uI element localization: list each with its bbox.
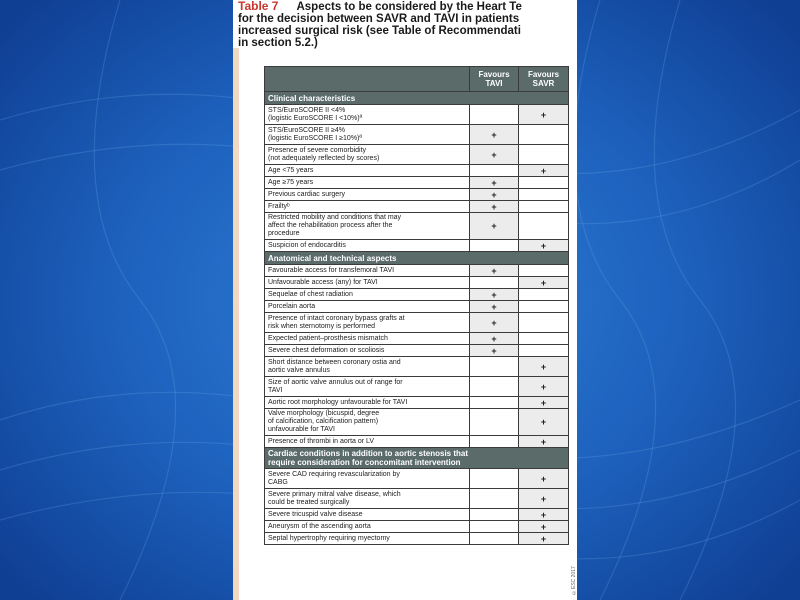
row-savr-mark: + — [519, 105, 569, 125]
row-label: Aneurysm of the ascending aorta — [265, 521, 470, 533]
row-savr-mark — [519, 345, 569, 357]
table-row — [265, 213, 569, 240]
row-savr-mark — [519, 125, 569, 145]
table-row — [265, 177, 569, 189]
row-tavi-mark — [470, 436, 519, 448]
row-label: Aortic root morphology unfavourable for TAVI — [265, 397, 470, 409]
table-row — [265, 469, 569, 489]
heading-line-4: in section 5.2.) — [238, 37, 318, 49]
row-tavi-mark — [470, 277, 519, 289]
row-label: Unfavourable access (any) for TAVI — [265, 277, 470, 289]
row-label: Restricted mobility and conditions that may affect the rehabilitation process after the procedure — [265, 213, 470, 240]
row-label: STS/EuroSCORE II ≥4% (logistic EuroSCORE I ≥10%)ª — [265, 125, 470, 145]
table-row — [265, 521, 569, 533]
row-tavi-mark: + — [470, 289, 519, 301]
row-label: Porcelain aorta — [265, 301, 470, 313]
row-label: Sequelae of chest radiation — [265, 289, 470, 301]
row-savr-mark: + — [519, 469, 569, 489]
row-label: Severe tricuspid valve disease — [265, 509, 470, 521]
table-row — [265, 105, 569, 125]
row-tavi-mark: + — [470, 177, 519, 189]
row-label: Presence of thrombi in aorta or LV — [265, 436, 470, 448]
row-savr-mark: + — [519, 436, 569, 448]
row-savr-mark — [519, 189, 569, 201]
section-title: Cardiac conditions in addition to aortic stenosis that require consideration for concomitant intervention — [265, 448, 569, 469]
row-tavi-mark — [470, 509, 519, 521]
row-tavi-mark: + — [470, 333, 519, 345]
row-savr-mark: + — [519, 533, 569, 545]
table-row — [265, 377, 569, 397]
row-label: Expected patient–prosthesis mismatch — [265, 333, 470, 345]
section-title: Anatomical and technical aspects — [265, 252, 569, 265]
table-row — [265, 301, 569, 313]
row-savr-mark — [519, 289, 569, 301]
row-tavi-mark — [470, 397, 519, 409]
table-row — [265, 533, 569, 545]
table-row — [265, 489, 569, 509]
table-row — [265, 313, 569, 333]
row-savr-mark — [519, 145, 569, 165]
row-tavi-mark — [470, 165, 519, 177]
table-row — [265, 277, 569, 289]
row-tavi-mark: + — [470, 201, 519, 213]
heading-line-1 — [238, 0, 577, 13]
table-row — [265, 357, 569, 377]
row-tavi-mark — [470, 240, 519, 252]
row-tavi-mark — [470, 533, 519, 545]
row-tavi-mark — [470, 409, 519, 436]
row-savr-mark: + — [519, 240, 569, 252]
row-tavi-mark — [470, 105, 519, 125]
section-row — [265, 92, 569, 105]
row-savr-mark — [519, 177, 569, 189]
table-row — [265, 265, 569, 277]
row-savr-mark — [519, 213, 569, 240]
table-row — [265, 333, 569, 345]
row-savr-mark: + — [519, 397, 569, 409]
row-label: Severe primary mitral valve disease, which could be treated surgically — [265, 489, 470, 509]
table-row — [265, 436, 569, 448]
row-savr-mark: + — [519, 277, 569, 289]
copyright-note: ©ESC 2017 — [571, 566, 577, 595]
document-image — [233, 0, 577, 600]
row-label: Frailtyᵇ — [265, 201, 470, 213]
row-tavi-mark: + — [470, 301, 519, 313]
row-label: Suspicion of endocarditis — [265, 240, 470, 252]
table-row — [265, 125, 569, 145]
table-row — [265, 397, 569, 409]
section-title: Clinical characteristics — [265, 92, 569, 105]
row-tavi-mark: + — [470, 313, 519, 333]
row-tavi-mark — [470, 357, 519, 377]
row-tavi-mark — [470, 469, 519, 489]
row-savr-mark: + — [519, 409, 569, 436]
row-tavi-mark: + — [470, 213, 519, 240]
row-savr-mark: + — [519, 509, 569, 521]
row-savr-mark — [519, 265, 569, 277]
row-label: Previous cardiac surgery — [265, 189, 470, 201]
row-label: Presence of intact coronary bypass grafts at risk when sternotomy is performed — [265, 313, 470, 333]
heading-line-2: for the decision between SAVR and TAVI in patients — [238, 13, 520, 25]
table-body — [265, 92, 569, 545]
savr-tavi-table — [264, 66, 569, 545]
row-savr-mark: + — [519, 357, 569, 377]
row-savr-mark: + — [519, 489, 569, 509]
table-row — [265, 189, 569, 201]
table-row — [265, 345, 569, 357]
row-label: Age <75 years — [265, 165, 470, 177]
row-savr-mark — [519, 333, 569, 345]
heading-line-3: increased surgical risk (see Table of Recommendati — [238, 25, 521, 37]
table-row — [265, 201, 569, 213]
row-tavi-mark: + — [470, 125, 519, 145]
row-tavi-mark — [470, 489, 519, 509]
row-tavi-mark — [470, 521, 519, 533]
row-savr-mark: + — [519, 165, 569, 177]
table-row — [265, 165, 569, 177]
table-row — [265, 240, 569, 252]
row-savr-mark: + — [519, 521, 569, 533]
row-tavi-mark — [470, 377, 519, 397]
header-favours-tavi: Favours TAVI — [470, 67, 519, 92]
row-tavi-mark: + — [470, 189, 519, 201]
row-label: Presence of severe comorbidity (not adequately reflected by scores) — [265, 145, 470, 165]
heading-line-1-text: Aspects to be considered by the Heart Te — [296, 1, 522, 13]
table-row — [265, 289, 569, 301]
header-favours-savr: Favours SAVR — [519, 67, 569, 92]
row-savr-mark — [519, 201, 569, 213]
row-label: Favourable access for transfemoral TAVI — [265, 265, 470, 277]
row-label: Size of aortic valve annulus out of range for TAVI — [265, 377, 470, 397]
row-savr-mark: + — [519, 377, 569, 397]
row-tavi-mark: + — [470, 265, 519, 277]
table-row — [265, 509, 569, 521]
row-savr-mark — [519, 313, 569, 333]
table-label: Table 7 — [238, 0, 279, 13]
page-margin-strip — [233, 48, 239, 600]
row-label: STS/EuroSCORE II <4% (logistic EuroSCORE I <10%)ª — [265, 105, 470, 125]
table-header-row — [265, 67, 569, 92]
row-label: Valve morphology (bicuspid, degree of calcification, calcification pattern) unfavourable for TAVI — [265, 409, 470, 436]
row-label: Age ≥75 years — [265, 177, 470, 189]
row-label: Septal hypertrophy requiring myectomy — [265, 533, 470, 545]
section-row — [265, 252, 569, 265]
row-tavi-mark: + — [470, 145, 519, 165]
header-blank-cell — [265, 67, 470, 92]
row-label: Severe chest deformation or scoliosis — [265, 345, 470, 357]
table-row — [265, 409, 569, 436]
row-savr-mark — [519, 301, 569, 313]
table-row — [265, 145, 569, 165]
row-tavi-mark: + — [470, 345, 519, 357]
row-label: Severe CAD requiring revascularization by CABG — [265, 469, 470, 489]
table-heading — [238, 0, 577, 49]
row-label: Short distance between coronary ostia and aortic valve annulus — [265, 357, 470, 377]
section-row — [265, 448, 569, 469]
